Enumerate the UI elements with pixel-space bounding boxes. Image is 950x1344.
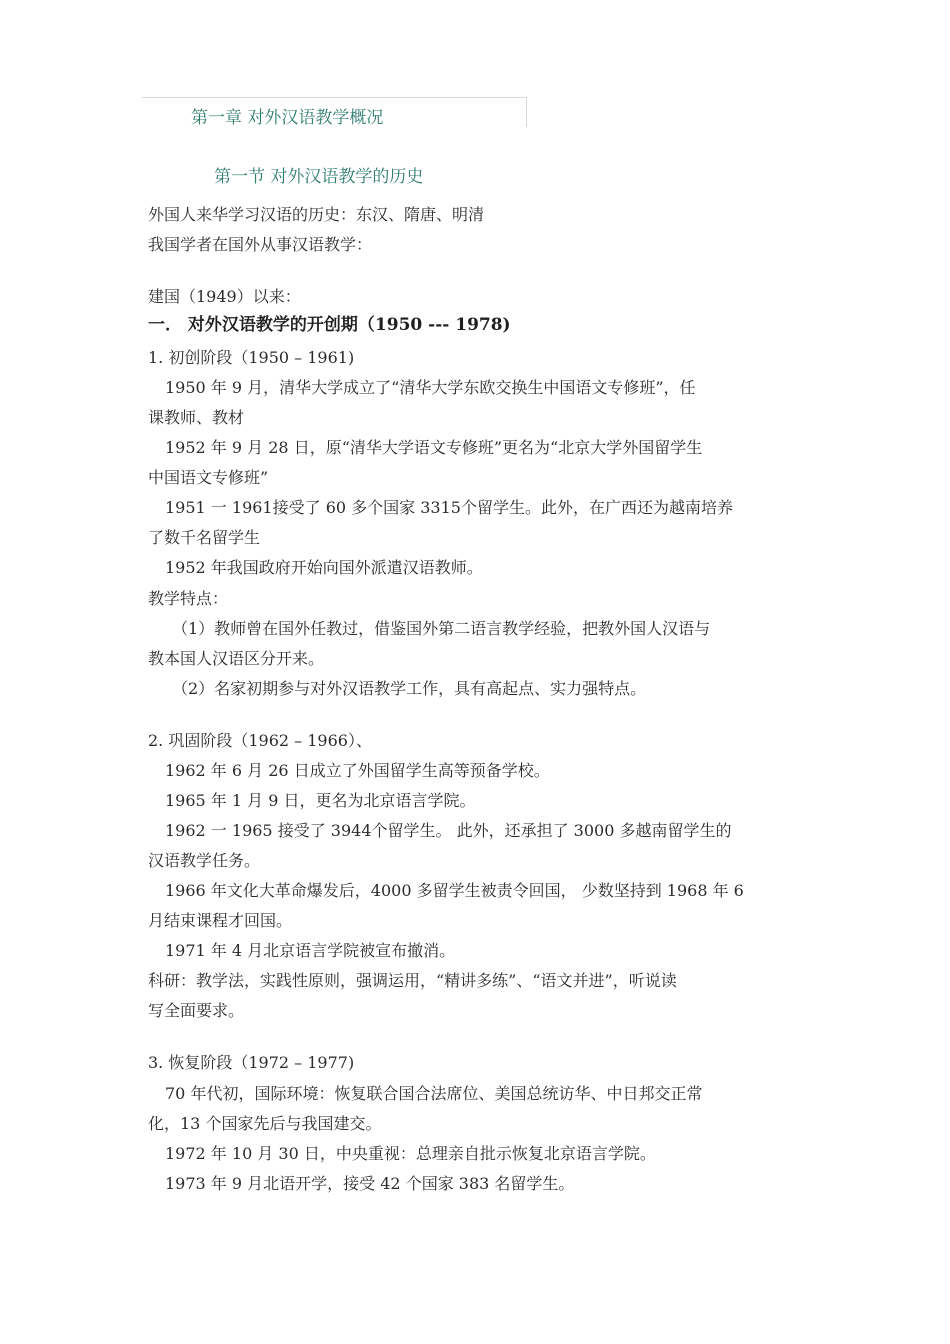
intro-line-1: 外国人来华学习汉语的历史：东汉、隋唐、明清	[148, 205, 485, 224]
stage1-paragraph-2-line-2: 中国语文专修班”	[148, 468, 269, 487]
since-founding-label: 建国（1949）以来：	[148, 287, 301, 306]
intro-line-2: 我国学者在国外从事汉语教学：	[148, 235, 373, 254]
part1-heading: 一． 对外汉语教学的开创期（1950 --- 1978)	[148, 315, 511, 335]
stage3-paragraph-1-line-1: 70 年代初，国际环境：恢复联合国合法席位、美国总统访华、中日邦交正常	[165, 1084, 703, 1103]
feature-2: （2）名家初期参与对外汉语教学工作，具有高起点、实力强特点。	[172, 679, 647, 698]
stage1-paragraph-4: 1952 年我国政府开始向国外派遣汉语教师。	[165, 558, 483, 577]
stage2-paragraph-4-line-2: 月结束课程才回国。	[148, 911, 293, 930]
stage1-heading: 1. 初创阶段（1950 – 1961)	[148, 348, 355, 367]
stage3-heading: 3. 恢复阶段（1972 – 1977)	[148, 1053, 355, 1072]
stage1-paragraph-1-line-2: 课教师、教材	[148, 408, 245, 427]
feature-1-line-1: （1）教师曾在国外任教过，借鉴国外第二语言教学经验，把教外国人汉语与	[172, 619, 711, 638]
stage2-paragraph-3-line-1: 1962 一 1965 接受了 3944个留学生。 此外，还承担了 3000 多越南留学生的	[165, 821, 732, 840]
stage3-paragraph-3: 1973 年 9 月北语开学，接受 42 个国家 383 名留学生。	[165, 1174, 575, 1193]
stage1-paragraph-3-line-2: 了数千名留学生	[148, 528, 261, 547]
stage1-paragraph-1-line-1: 1950 年 9 月，清华大学成立了“清华大学东欧交换生中国语文专修班”，任	[165, 378, 696, 397]
chapter-title: 第一章 对外汉语教学概况	[191, 108, 384, 128]
research-line-1: 科研：教学法，实践性原则，强调运用，“精讲多练”、“语文并进”，听说读	[148, 971, 677, 990]
stage2-paragraph-1: 1962 年 6 月 26 日成立了外国留学生高等预备学校。	[165, 761, 550, 780]
stage2-paragraph-4-line-1: 1966 年文化大革命爆发后，4000 多留学生被责令回国， 少数坚持到 1968 年 6	[165, 881, 744, 900]
stage1-paragraph-3-line-1: 1951 一 1961接受了 60 多个国家 3315个留学生。此外，在广西还为越南培养	[165, 498, 733, 517]
teaching-features-label: 教学特点：	[148, 589, 229, 608]
stage3-paragraph-2: 1972 年 10 月 30 日，中央重视：总理亲自批示恢复北京语言学院。	[165, 1144, 656, 1163]
section-title: 第一节 对外汉语教学的历史	[214, 167, 424, 187]
stage2-heading: 2. 巩固阶段（1962 – 1966）、	[148, 731, 372, 750]
research-line-2: 写全面要求。	[148, 1001, 245, 1020]
stage3-paragraph-1-line-2: 化，13 个国家先后与我国建交。	[148, 1114, 382, 1133]
stage2-paragraph-3-line-2: 汉语教学任务。	[148, 851, 261, 870]
stage1-paragraph-2-line-1: 1952 年 9 月 28 日，原“清华大学语文专修班”更名为“北京大学外国留学生	[165, 438, 703, 457]
stage2-paragraph-2: 1965 年 1 月 9 日，更名为北京语言学院。	[165, 791, 476, 810]
feature-1-line-2: 教本国人汉语区分开来。	[148, 649, 325, 668]
stage2-paragraph-5: 1971 年 4 月北京语言学院被宣布撤消。	[165, 941, 456, 960]
